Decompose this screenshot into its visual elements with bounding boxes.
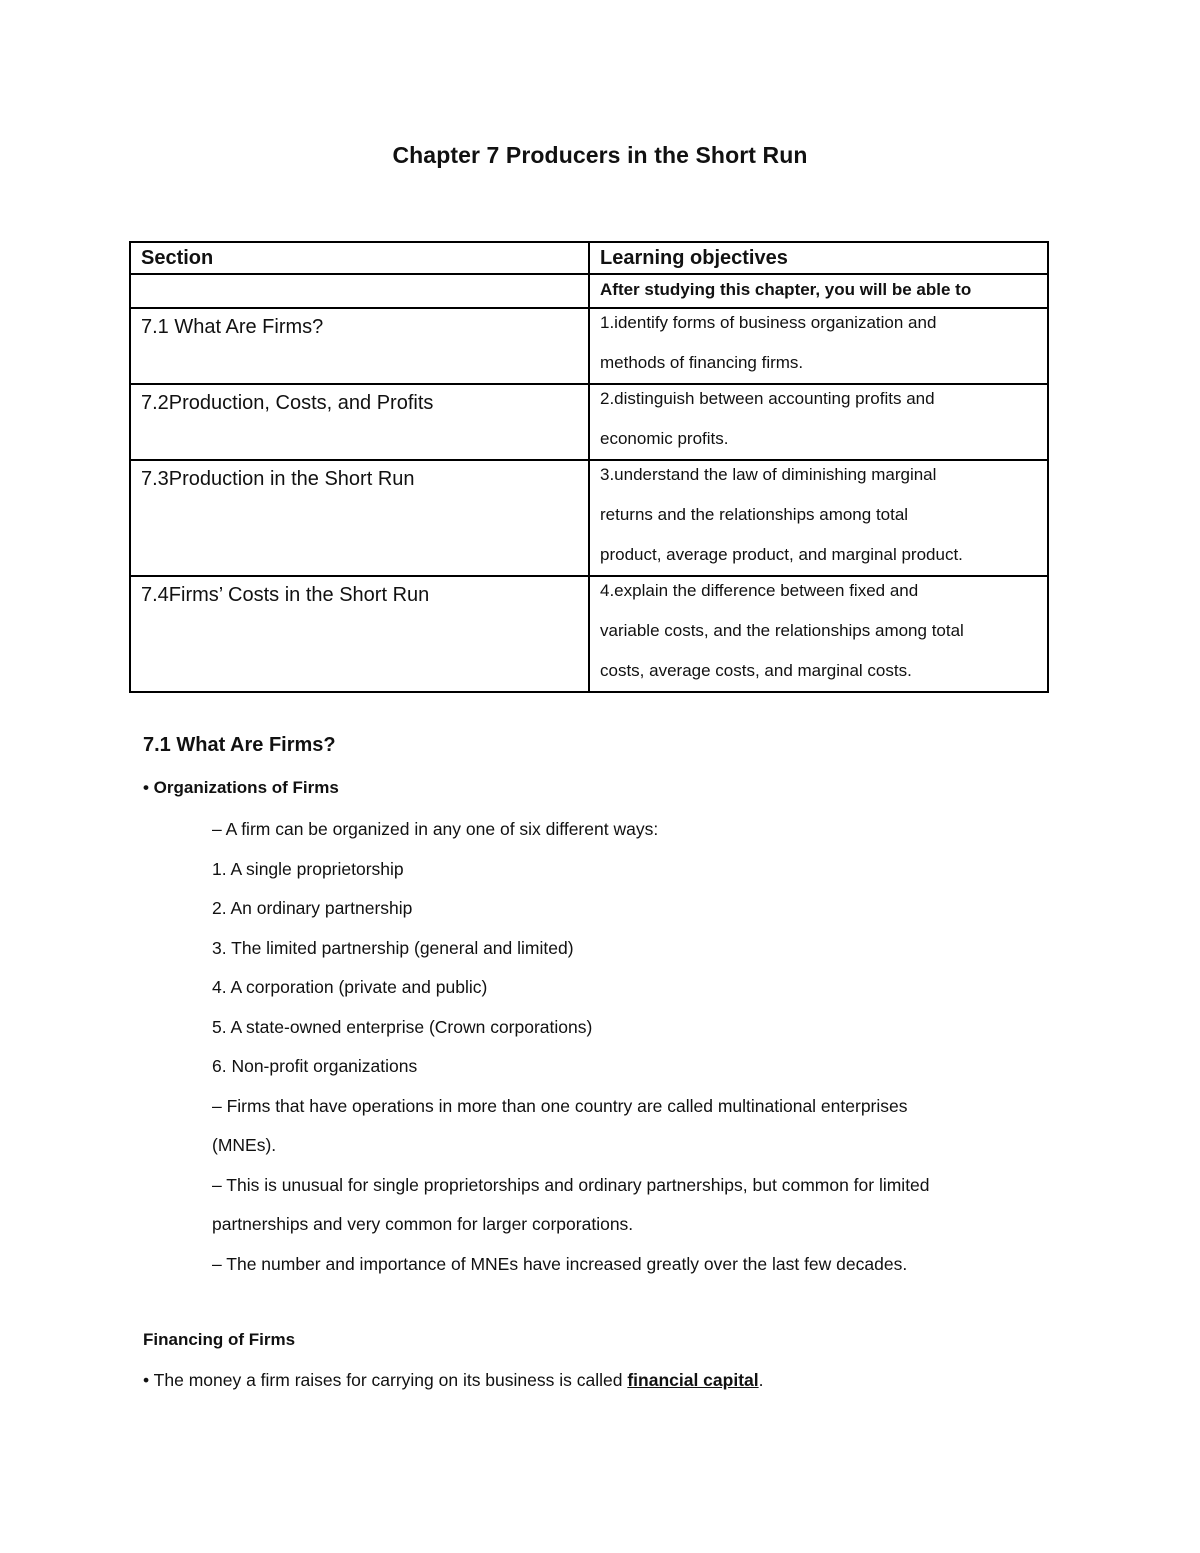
list-item: – A firm can be organized in any one of six different ways: [212, 819, 659, 839]
list-item: – Firms that have operations in more than one country are called multinational enterprises [212, 1095, 908, 1116]
objective-line: variable costs, and the relationships among total [600, 621, 964, 640]
header-section: Section [130, 242, 589, 274]
financing-heading: Financing of Firms [143, 1330, 296, 1349]
financial-capital-term: financial capital [627, 1370, 759, 1390]
objective-line: 3.understand the law of diminishing marginal [600, 465, 937, 484]
list-item: (MNEs). [212, 1135, 277, 1155]
list-item: 4. A corporation (private and public) [212, 977, 488, 997]
list-item: 1. A single proprietorship [212, 858, 404, 879]
objective-line: product, average product, and marginal product. [600, 545, 963, 564]
intro-empty-cell [130, 274, 589, 308]
intro-text: After studying this chapter, you will be able to [589, 274, 1048, 308]
list-item: – The number and importance of MNEs have increased greatly over the last few decades. [212, 1253, 908, 1274]
table-row [130, 576, 1048, 692]
financing-line [143, 1370, 764, 1391]
objective-cell [589, 308, 1048, 384]
section-cell: 7.4Firms’ Costs in the Short Run [130, 576, 589, 692]
section-heading: 7.1 What Are Firms? [143, 734, 336, 756]
list-item: 6. Non-profit organizations [212, 1056, 418, 1076]
objective-cell [589, 576, 1048, 692]
table-row [130, 460, 1048, 576]
section-cell: 7.1 What Are Firms? [130, 308, 589, 384]
objective-line: 2.distinguish between accounting profits and [600, 389, 935, 408]
table-row [130, 384, 1048, 460]
organizations-heading: • Organizations of Firms [143, 778, 339, 797]
objective-line: 1.identify forms of business organization and [600, 313, 937, 332]
list-item: 3. The limited partnership (general and limited) [212, 937, 574, 958]
table-row [130, 308, 1048, 384]
organizations-list [212, 810, 1052, 1284]
learning-objectives-table [129, 241, 1049, 693]
section-cell: 7.3Production in the Short Run [130, 460, 589, 576]
page-title: Chapter 7 Producers in the Short Run [392, 142, 808, 168]
objective-line: returns and the relationships among total [600, 505, 909, 524]
table-intro-row [130, 274, 1048, 308]
objective-line: economic profits. [600, 429, 729, 448]
financing-text: • The money a firm raises for carrying on its business is called [143, 1370, 628, 1390]
list-item: partnerships and very common for larger corporations. [212, 1214, 634, 1234]
objective-cell [589, 460, 1048, 576]
objective-line: 4.explain the difference between fixed and [600, 581, 919, 600]
list-item: 5. A state-owned enterprise (Crown corporations) [212, 1016, 593, 1037]
header-objectives: Learning objectives [589, 242, 1048, 274]
objective-cell [589, 384, 1048, 460]
objective-line: costs, average costs, and marginal costs. [600, 661, 912, 680]
objective-line: methods of financing firms. [600, 353, 804, 372]
list-item: – This is unusual for single proprietorships and ordinary partnerships, but common for limited [212, 1174, 930, 1195]
financing-suffix: . [758, 1370, 764, 1390]
section-cell: 7.2Production, Costs, and Profits [130, 384, 589, 460]
table-header-row [130, 242, 1048, 274]
list-item: 2. An ordinary partnership [212, 898, 413, 918]
